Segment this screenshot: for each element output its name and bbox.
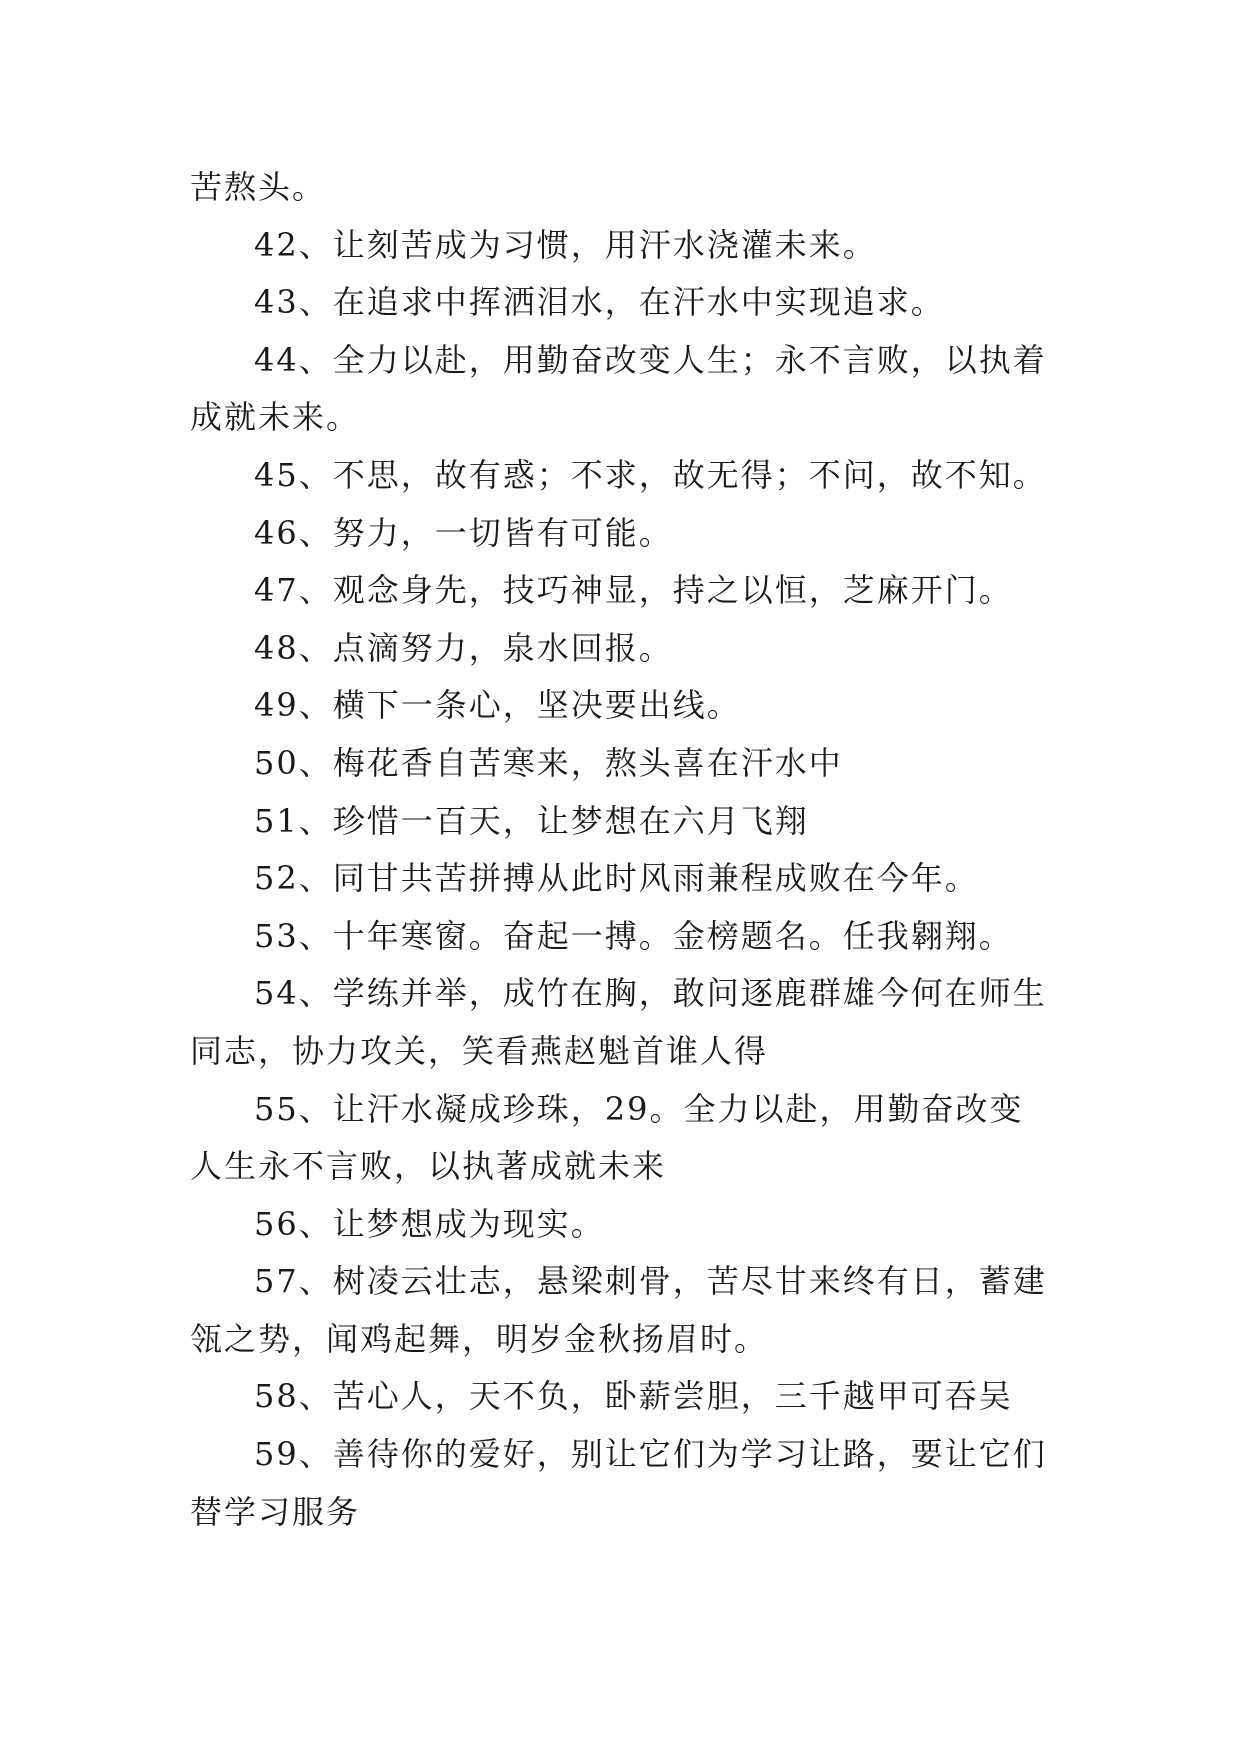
paragraph-57: 57、树凌云壮志，悬梁刺骨，苦尽甘来终有日，蓄建瓴之势，闻鸡起舞，明岁金秋扬眉时。 <box>190 1262 1047 1358</box>
paragraph-52: 52、同甘共苦拼搏从此时风雨兼程成败在今年。 <box>254 859 979 898</box>
paragraph-59: 59、善待你的爱好，别让它们为学习让路，要让它们替学习服务 <box>190 1435 1047 1531</box>
paragraph-55: 55、让汗水凝成珍珠，29。全力以赴，用勤奋改变人生永不言败，以执著成就未来 <box>190 1089 1024 1186</box>
paragraph-54: 54、学练并举，成竹在胸，敢问逐鹿群雄今何在师生同志，协力攻关，笑看燕赵魁首谁人得 <box>190 974 1047 1070</box>
paragraph-49: 49、横下一条心，坚决要出线。 <box>254 686 741 725</box>
paragraph-51: 51、珍惜一百天，让梦想在六月飞翔 <box>254 801 809 840</box>
paragraph-46: 46、努力，一切皆有可能。 <box>254 513 673 552</box>
paragraph-44: 44、全力以赴，用勤奋改变人生；永不言败，以执着成就未来。 <box>190 340 1047 437</box>
paragraph-42: 42、让刻苦成为习惯，用汗水浇灌未来。 <box>254 225 877 264</box>
paragraph-45: 45、不思，故有惑；不求，故无得；不问，故不知。 <box>254 455 1047 494</box>
paragraph-47: 47、观念身先，技巧神显，持之以恒，芝麻开门。 <box>254 571 1013 610</box>
document-body <box>190 159 1050 1541</box>
paragraph-53: 53、十年寒窗。奋起一搏。金榜题名。任我翱翔。 <box>254 916 1013 955</box>
paragraph-48: 48、点滴努力，泉水回报。 <box>254 628 673 667</box>
paragraph-0: 苦熬头。 <box>190 168 327 206</box>
paragraph-50: 50、梅花香自苦寒来，熬头喜在汗水中 <box>254 743 843 782</box>
paragraph-58: 58、苦心人，天不负，卧薪尝胆，三千越甲可吞吴 <box>254 1377 1013 1416</box>
paragraph-43: 43、在追求中挥洒泪水，在汗水中实现追求。 <box>254 283 945 322</box>
paragraph-56: 56、让梦想成为现实。 <box>254 1204 605 1243</box>
